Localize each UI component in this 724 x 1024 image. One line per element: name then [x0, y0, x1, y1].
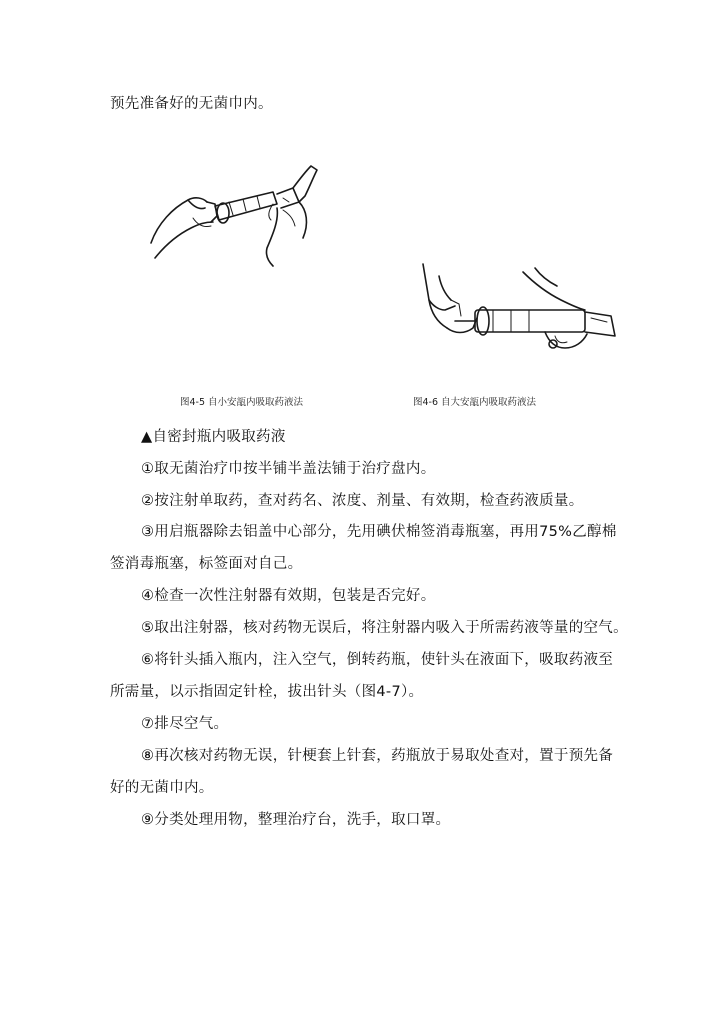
- step-2: ②按注射单取药，查对药名、浓度、剂量、有效期，检查药液质量。: [141, 493, 584, 509]
- step-6-line-2: 所需量，以示指固定针栓，拔出针头（图4-7）。: [110, 684, 424, 700]
- syringe-small-ampoule-illustration: [133, 158, 333, 268]
- step-1: ①取无菌治疗巾按半铺半盖法铺于治疗盘内。: [141, 461, 436, 477]
- intro-line: 预先准备好的无菌巾内。: [110, 96, 273, 112]
- figure-4-5-illustration: [133, 158, 333, 268]
- syringe-large-ampoule-illustration: [415, 262, 625, 372]
- step-6-line-1: ⑥将针头插入瓶内，注入空气，倒转药瓶，使针头在液面下，吸取药液至: [141, 652, 614, 668]
- step-8-line-2: 好的无菌巾内。: [110, 780, 214, 796]
- figure-4-6-illustration: [415, 262, 625, 372]
- step-5: ⑤取出注射器，核对药物无误后，将注射器内吸入于所需药液等量的空气。: [141, 620, 628, 636]
- step-3-line-2: 签消毒瓶塞，标签面对自己。: [110, 556, 303, 572]
- step-7: ⑦排尽空气。: [141, 716, 229, 732]
- step-3-line-1: ③用启瓶器除去铝盖中心部分，先用碘伏棉签消毒瓶塞，再用75%乙醇棉: [141, 524, 617, 540]
- step-8-line-1: ⑧再次核对药物无误，针梗套上针套，药瓶放于易取处查对，置于预先备: [141, 748, 614, 764]
- figure-4-6-caption: 图4-6 自大安瓿内吸取药液法: [413, 397, 537, 408]
- figure-4-5-caption: 图4-5 自小安瓿内吸取药液法: [180, 397, 304, 408]
- step-9: ⑨分类处理用物，整理治疗台，洗手，取口罩。: [141, 812, 451, 828]
- section-heading: ▲自密封瓶内吸取药液: [141, 429, 286, 445]
- step-4: ④检查一次性注射器有效期，包装是否完好。: [141, 588, 436, 604]
